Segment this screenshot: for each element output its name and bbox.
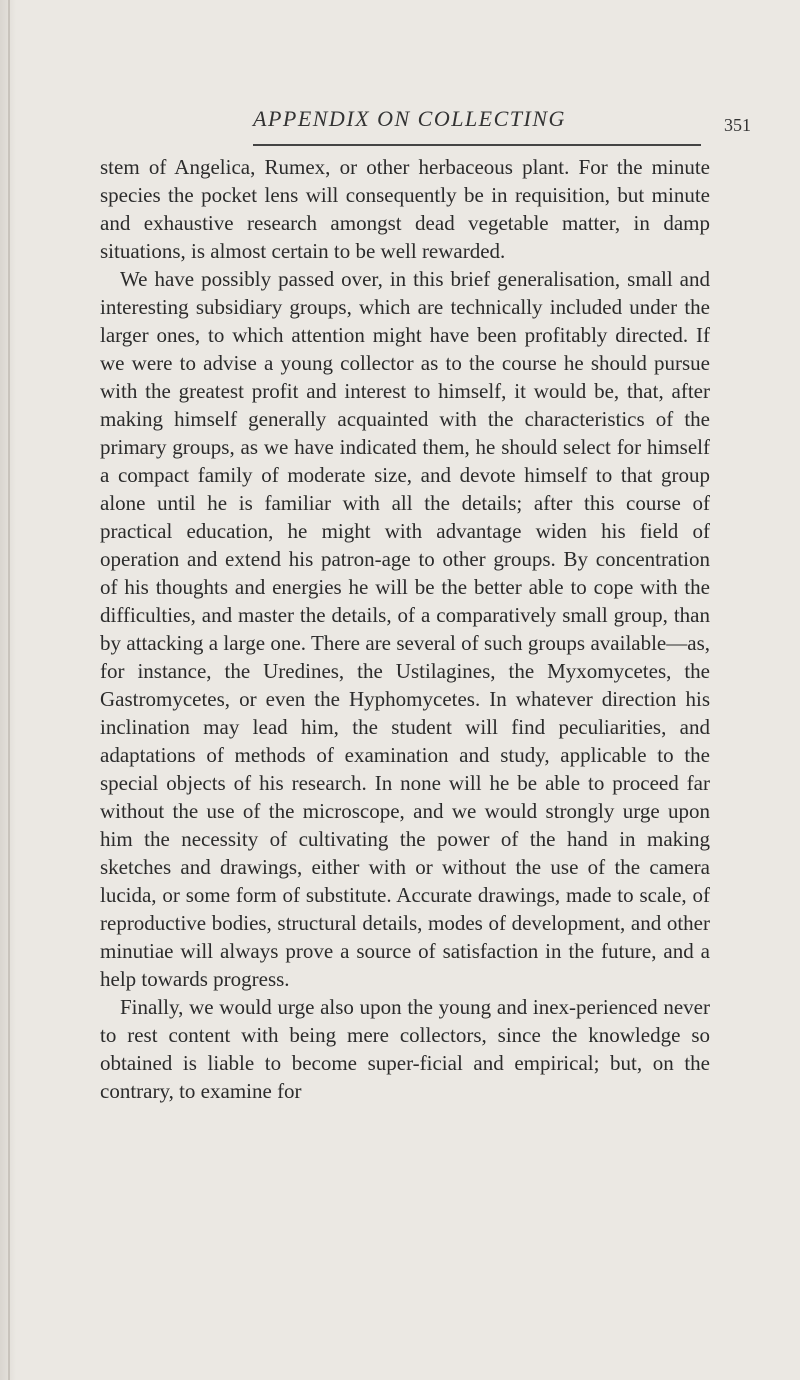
binding-line: [8, 0, 10, 1380]
header-rule: [253, 144, 701, 146]
body-text: [100, 153, 710, 1105]
page-number: 351: [724, 115, 751, 135]
paragraph: We have possibly passed over, in this brief generalisation, small and interesting subsidiary groups, which are technically included under the larger ones, to which attention might have been profitably directed. If we were to advise a young collector as to the course he should pursue with the greatest profit and interest to himself, it would be, that, after making himself generally acquainted with the characteristics of the primary groups, as we have indicated them, he should select for himself a compact family of moderate size, and devote himself to that group alone until he is familiar with all the details; after this course of practical education, he might with advantage widen his field of operation and extend his patron-age to other groups. By concentration of his thoughts and energies he will be the better able to cope with the difficulties, and master the details, of a comparatively small group, than by attacking a large one. There are several of such groups available—as, for instance, the Uredines, the Ustilagines, the Myxomycetes, the Gastromycetes, or even the Hyphomycetes. In whatever direction his inclination may lead him, the student will find peculiarities, and adaptations of methods of examination and study, applicable to the special objects of his research. In none will he be able to proceed far without the use of the microscope, and we would strongly urge upon him the necessity of cultivating the power of the hand in making sketches and drawings, either with or without the use of the camera lucida, or some form of substitute. Accurate drawings, made to scale, of reproductive bodies, structural details, modes of development, and other minutiae will always prove a source of satisfaction in the future, and a help towards progress.: [100, 267, 710, 991]
paragraph: Finally, we would urge also upon the young and inex-perienced never to rest content with being mere collectors, since the knowledge so obtained is liable to become super-ficial and empirical; but, on the contrary, to examine for: [100, 995, 710, 1103]
paragraph-continued: stem of Angelica, Rumex, or other herbaceous plant. For the minute species the pocket lens will consequently be in requisition, but minute and exhaustive research amongst dead vegetable matter, in damp situations, is almost certain to be well rewarded.: [100, 155, 710, 263]
running-head: APPENDIX ON COLLECTING: [253, 106, 566, 131]
